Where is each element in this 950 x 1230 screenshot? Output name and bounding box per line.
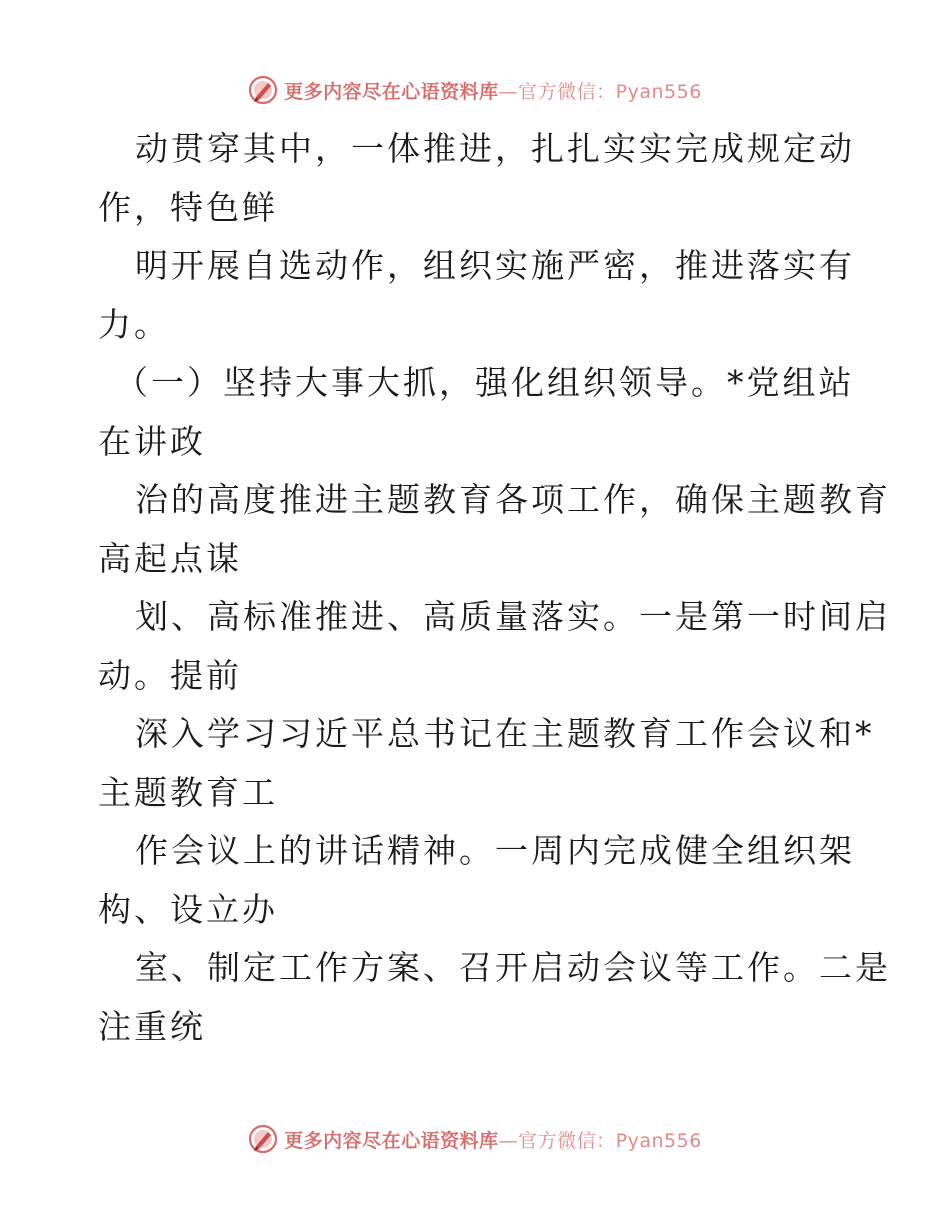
header-watermark (0, 72, 950, 108)
watermark-dash: — (498, 80, 519, 103)
text-line: 动。提前 (98, 655, 242, 695)
text-line: 划、高标准推进、高质量落实。一是第一时间启 (135, 597, 891, 636)
watermark-dash: — (498, 1129, 519, 1152)
text-line: 注重统 (98, 1006, 206, 1046)
watermark-main: 更多内容尽在心语资料库 (284, 1129, 499, 1152)
pen-logo-icon (248, 1124, 278, 1154)
text-line: 深入学习习近平总书记在主题教育工作会议和* (135, 714, 875, 753)
pen-logo-icon (248, 75, 278, 105)
watermark-sub: 官方微信：Pyan556 (518, 1129, 702, 1152)
text-line: 在讲政 (98, 421, 206, 461)
text-line: （一）坚持大事大抓，强化组织领导。*党组站 (115, 363, 855, 402)
text-line: 明开展自选动作，组织实施严密，推进落实有 (135, 246, 855, 285)
document-body (98, 120, 891, 1056)
text-line: 室、制定工作方案、召开启动会议等工作。二是 (135, 948, 891, 987)
watermark-text (284, 77, 702, 104)
text-line: 高起点谋 (98, 538, 242, 578)
watermark-main: 更多内容尽在心语资料库 (284, 80, 499, 103)
text-line: 力。 (98, 304, 170, 344)
watermark-sub: 官方微信：Pyan556 (518, 80, 702, 103)
text-line: 作，特色鲜 (98, 187, 278, 227)
text-line: 构、设立办 (98, 889, 278, 929)
text-line: 主题教育工 (98, 772, 278, 812)
watermark-text (284, 1126, 702, 1153)
text-line: 治的高度推进主题教育各项工作，确保主题教育 (135, 480, 891, 519)
text-line: 动贯穿其中，一体推进，扎扎实实完成规定动 (135, 129, 855, 168)
footer-watermark (0, 1121, 950, 1157)
text-line: 作会议上的讲话精神。一周内完成健全组织架 (135, 831, 855, 870)
